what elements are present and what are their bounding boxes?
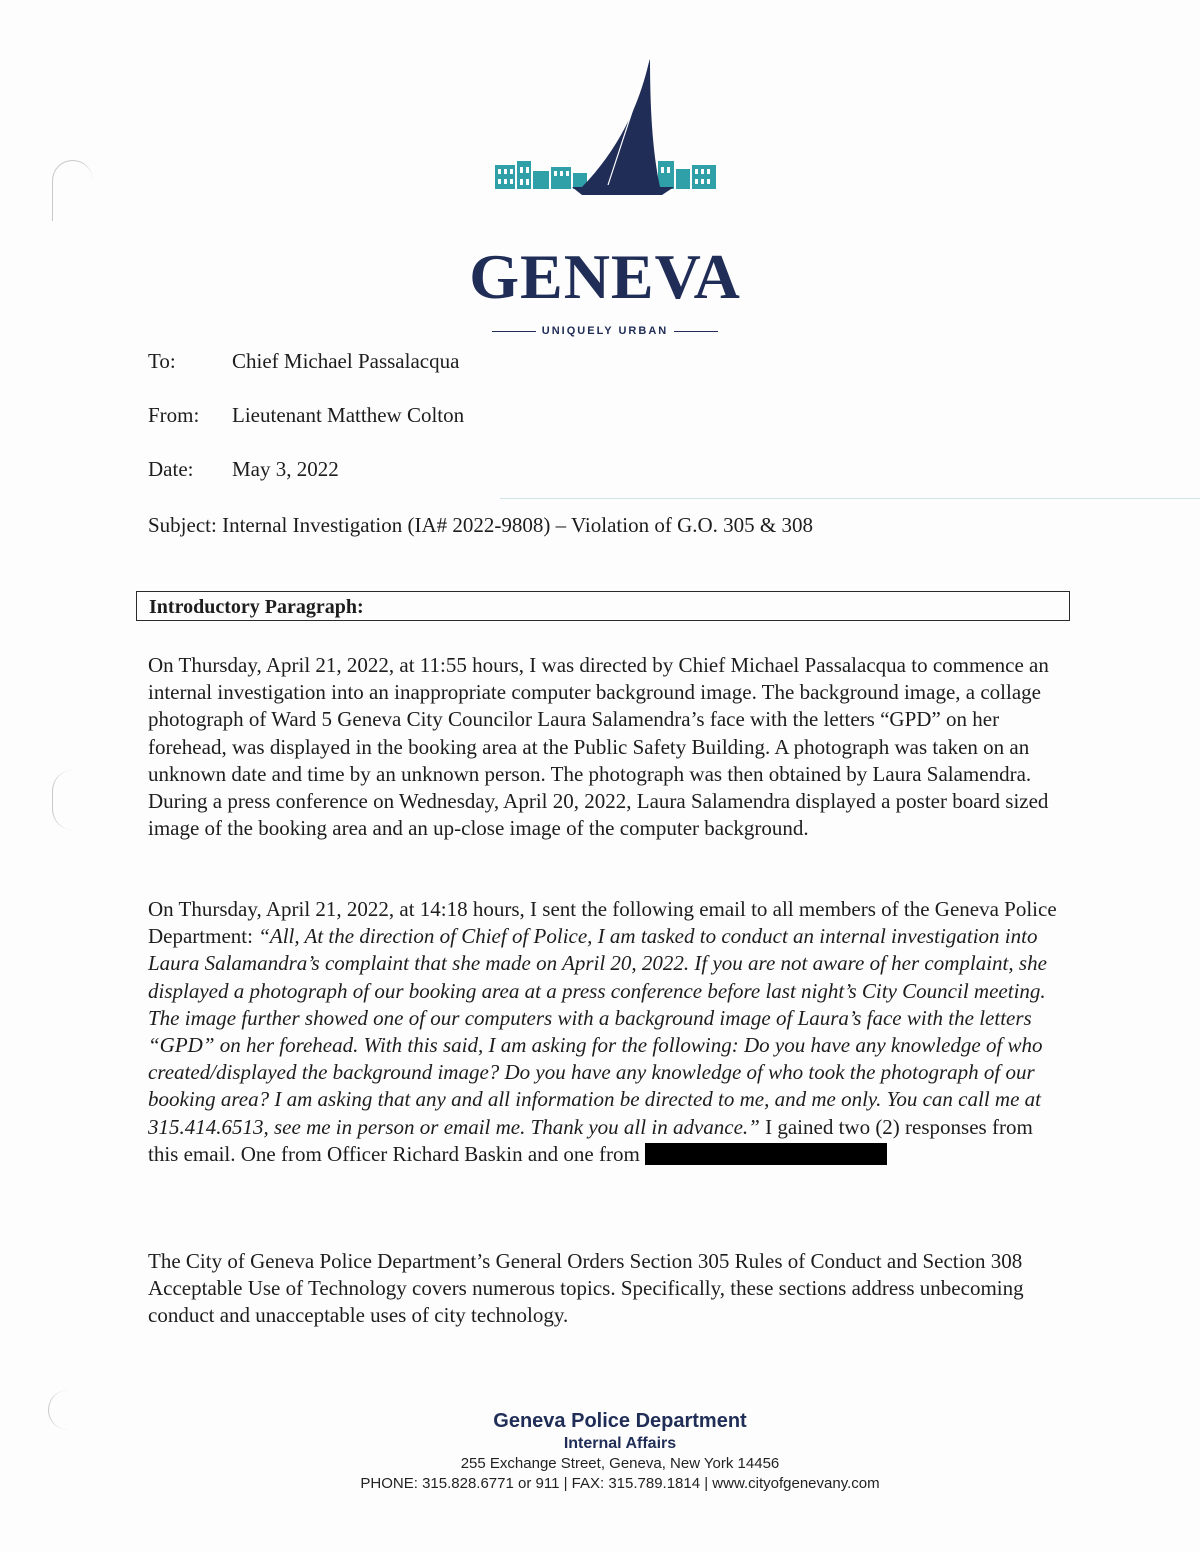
scan-artifact	[48, 1390, 69, 1430]
memo-from-row	[148, 402, 464, 428]
memo-date-row	[148, 456, 339, 482]
geneva-logo	[440, 55, 770, 337]
logo-tagline	[440, 325, 770, 337]
memo-subject-row	[148, 512, 813, 538]
letterhead-footer	[300, 1408, 940, 1494]
date-label: Date:	[148, 457, 194, 481]
paragraph-2-outro: I gained two (2) responses from this email. One from Officer Richard Baskin and one from	[148, 1114, 1033, 1166]
scan-artifact	[52, 770, 73, 830]
sailboat-skyline-icon	[490, 55, 720, 245]
memo-to-row	[148, 348, 459, 374]
from-value: Lieutenant Matthew Colton	[232, 403, 465, 427]
scan-artifact	[52, 160, 93, 221]
to-label: To:	[148, 349, 176, 373]
email-quote: “All, At the direction of Chief of Police, I am tasked to conduct an internal investigation into Laura Salamandra’s complaint that she made on April 20, 2022. If you are not aware of her complaint, she displayed a photograph of our booking area at a press conference before last night’s City Council meeting. The image further showed one of our computers with a background image of Laura’s face with the letters “GPD” on her forehead. With this said, I am asking for the following: Do you have any knowledge of who created/displayed the background image? Do you have any knowledge of who took the photograph of our booking area? I am asking that any and all information be directed to me, and me only. You can call me at 315.414.6513, see me in person or email me. Thank you all in advance.”	[148, 924, 1047, 1139]
logo-wordmark: GENEVA	[469, 241, 741, 312]
footer-contact: PHONE: 315.828.6771 or 911 | FAX: 315.789.1814 | www.cityofgenevany.com	[360, 1475, 880, 1492]
footer-org: Geneva Police Department	[493, 1410, 747, 1432]
date-value: May 3, 2022	[232, 457, 339, 481]
redaction-block	[645, 1143, 887, 1165]
footer-unit: Internal Affairs	[563, 1435, 677, 1452]
section-header-box	[136, 591, 1070, 621]
to-value: Chief Michael Passalacqua	[232, 349, 460, 373]
section-title: Introductory Paragraph:	[149, 596, 364, 618]
paragraph-1: On Thursday, April 21, 2022, at 11:55 hours, I was directed by Chief Michael Passalacqua to commence an internal investigation into an inappropriate computer background image. The background image, a collage photograph of Ward 5 Geneva City Councilor Laura Salamendra’s face with the letters “GPD” on her forehead, was displayed in the booking area at the Public Safety Building. A photograph was taken on an unknown date and time by an unknown person. The photograph was then obtained by Laura Salamendra. During a press conference on Wednesday, April 20, 2022, Laura Salamendra displayed a poster board sized image of the booking area and an up-close image of the computer background.	[148, 653, 1049, 841]
subject-label: Subject:	[148, 513, 217, 537]
footer-address: 255 Exchange Street, Geneva, New York 14456	[460, 1455, 780, 1472]
logo-tagline-text: UNIQUELY URBAN	[541, 325, 669, 337]
scan-line	[500, 498, 1200, 499]
paragraph-2	[148, 896, 1068, 1168]
paragraph-2-intro: On Thursday, April 21, 2022, at 14:18 hours, I sent the following email to all members of the Geneva Police Department:	[148, 897, 1057, 949]
subject-value: Internal Investigation (IA# 2022-9808) – Violation of G.O. 305 & 308	[222, 513, 814, 537]
paragraph-3: The City of Geneva Police Department’s General Orders Section 305 Rules of Conduct and Section 308 Acceptable Use of Technology covers numerous topics. Specifically, these sections address unbecoming conduct and unacceptable uses of city technology.	[148, 1249, 1024, 1328]
from-label: From:	[148, 403, 200, 427]
